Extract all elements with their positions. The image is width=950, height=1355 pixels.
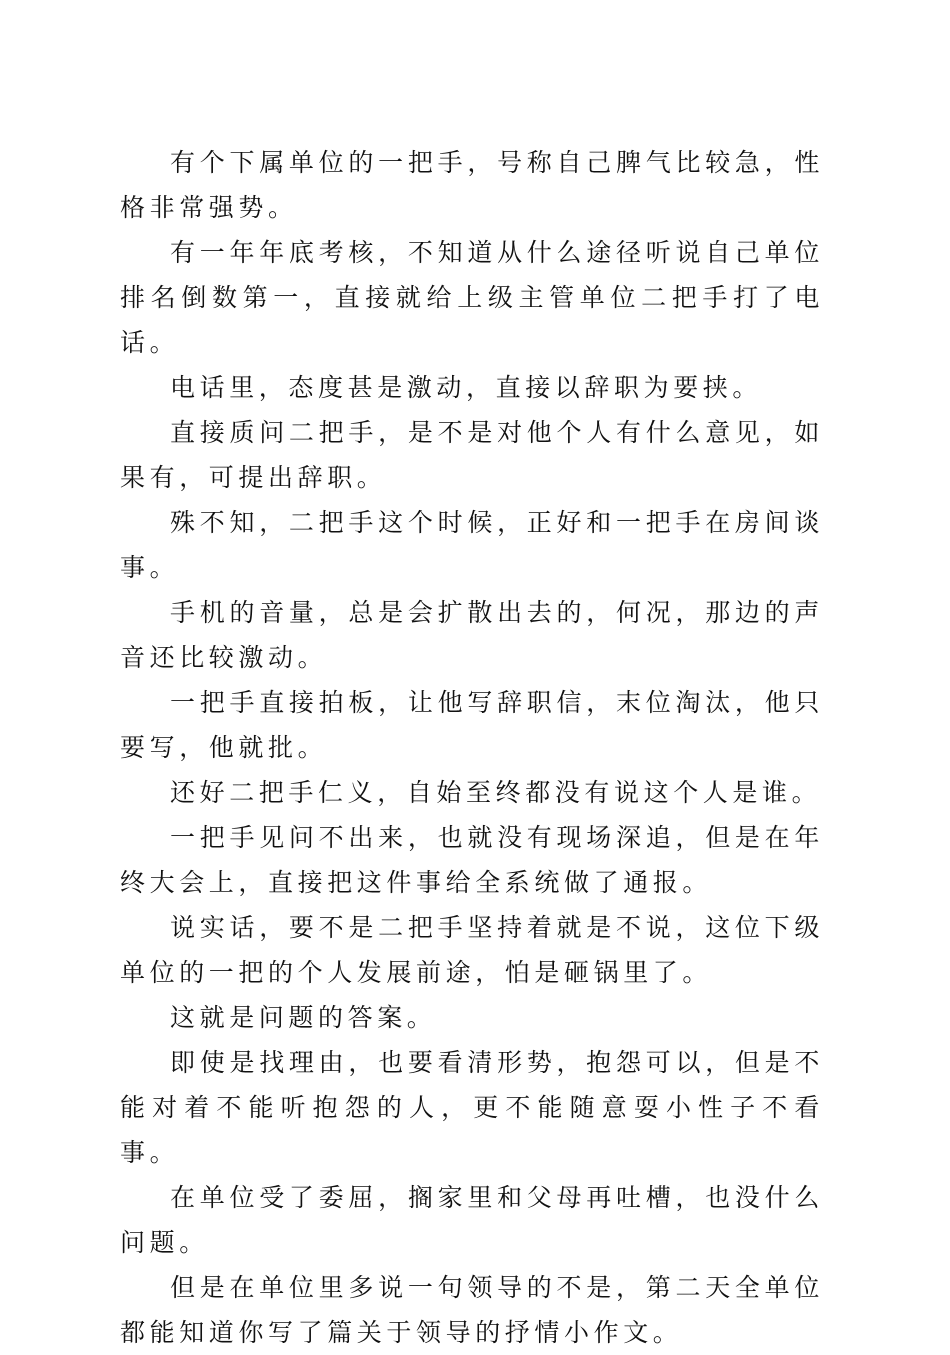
paragraph: 但是在单位里多说一句领导的不是，第二天全单位都能知道你写了篇关于领导的抒情小作文。 xyxy=(120,1273,824,1347)
paragraph: 这就是问题的答案。 xyxy=(170,1003,437,1032)
document-body xyxy=(120,140,824,1355)
paragraph: 电话里，态度甚是激动，直接以辞职为要挟。 xyxy=(170,373,763,402)
paragraph: 直接质问二把手，是不是对他个人有什么意见，如果有，可提出辞职。 xyxy=(120,418,824,492)
paragraph: 一把手见问不出来，也就没有现场深追，但是在年终大会上，直接把这件事给全系统做了通报。 xyxy=(120,823,824,897)
paragraph: 说实话，要不是二把手坚持着就是不说，这位下级单位的一把的个人发展前途，怕是砸锅里了。 xyxy=(120,913,824,987)
paragraph: 有一年年底考核，不知道从什么途径听说自己单位排名倒数第一，直接就给上级主管单位二把手打了电话。 xyxy=(120,238,824,357)
paragraph: 一把手直接拍板，让他写辞职信，末位淘汰，他只要写，他就批。 xyxy=(120,688,824,762)
paragraph: 即使是找理由，也要看清形势，抱怨可以，但是不能对着不能听抱怨的人，更不能随意耍小性子不看事。 xyxy=(120,1048,824,1167)
paragraph: 手机的音量，总是会扩散出去的，何况，那边的声音还比较激动。 xyxy=(120,598,824,672)
paragraph: 有个下属单位的一把手，号称自己脾气比较急，性格非常强势。 xyxy=(120,148,824,222)
paragraph: 还好二把手仁义，自始至终都没有说这个人是谁。 xyxy=(170,778,822,807)
paragraph: 在单位受了委屈，搁家里和父母再吐槽，也没什么问题。 xyxy=(120,1183,824,1257)
paragraph: 殊不知，二把手这个时候，正好和一把手在房间谈事。 xyxy=(120,508,824,582)
